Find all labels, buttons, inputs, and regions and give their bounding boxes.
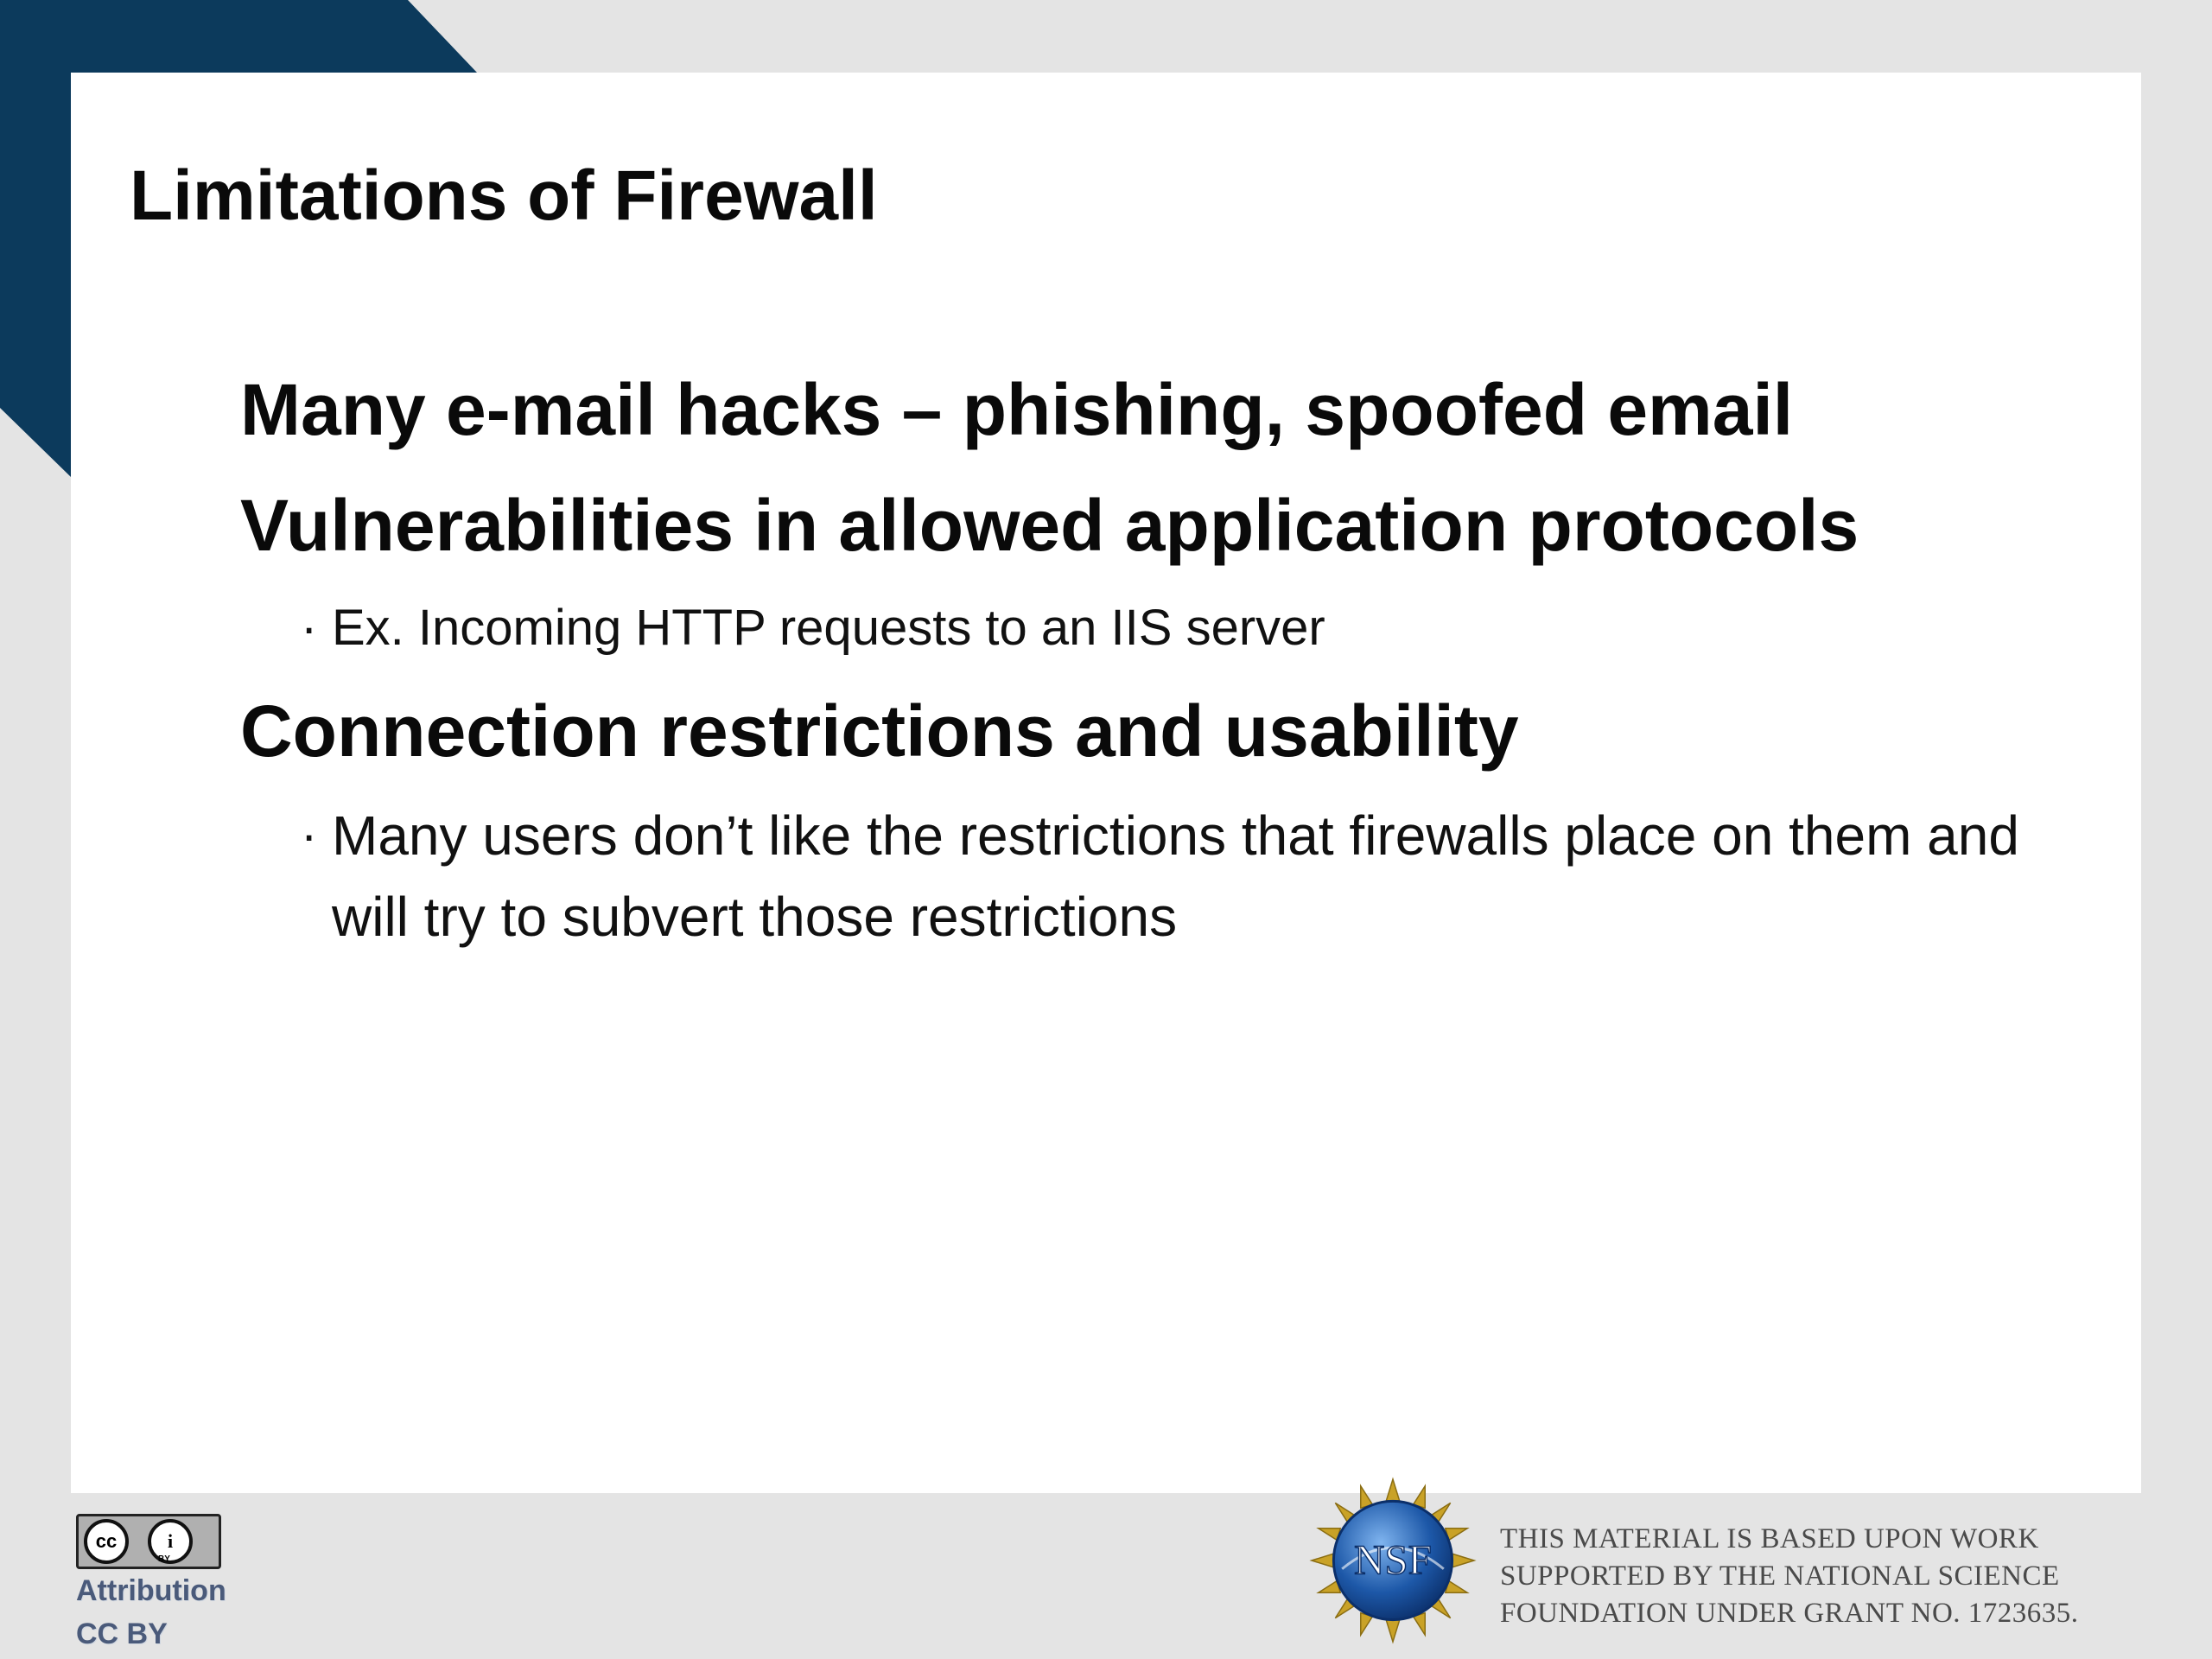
sub-bullet-dot: ·	[301, 807, 318, 863]
bullet-email-hacks: Many e-mail hacks – phishing, spoofed email	[240, 369, 1794, 450]
nsf-logo-icon	[1308, 1476, 1478, 1645]
license-attribution-label: Attribution	[76, 1574, 226, 1607]
bullet-vulnerabilities: Vulnerabilities in allowed application protocols	[240, 485, 1859, 566]
bullet-connection-restrictions: Connection restrictions and usability	[240, 690, 1519, 772]
grant-line: FOUNDATION UNDER GRANT NO. 1723635.	[1500, 1598, 2079, 1629]
grant-line: SUPPORTED BY THE NATIONAL SCIENCE	[1500, 1560, 2060, 1592]
slide-canvas	[71, 73, 2141, 1493]
cc-by-badge-icon	[76, 1514, 221, 1569]
sub-bullet-text: Many users don’t like the restrictions that firewalls place on them and will try to subvert those restrictions	[332, 804, 2019, 948]
cc-icon: cc	[84, 1519, 129, 1564]
sub-bullet-users	[240, 795, 2043, 957]
slide-content	[240, 358, 2098, 969]
sub-bullet-dot: ·	[301, 600, 318, 656]
slide-title: Limitations of Firewall	[130, 156, 878, 235]
license-block	[76, 1514, 249, 1656]
nsf-logo-text: NSF	[1354, 1535, 1432, 1584]
sub-bullet-text: Ex. Incoming HTTP requests to an IIS server	[332, 600, 1325, 656]
attribution-icon: i	[148, 1519, 193, 1564]
license-ccby-label: CC BY	[76, 1618, 168, 1650]
grant-line: THIS MATERIAL IS BASED UPON WORK	[1500, 1523, 2039, 1554]
sub-bullet-http	[240, 589, 2098, 667]
cc-by-small-label: BY	[158, 1554, 170, 1564]
grant-notice	[1500, 1521, 2079, 1632]
